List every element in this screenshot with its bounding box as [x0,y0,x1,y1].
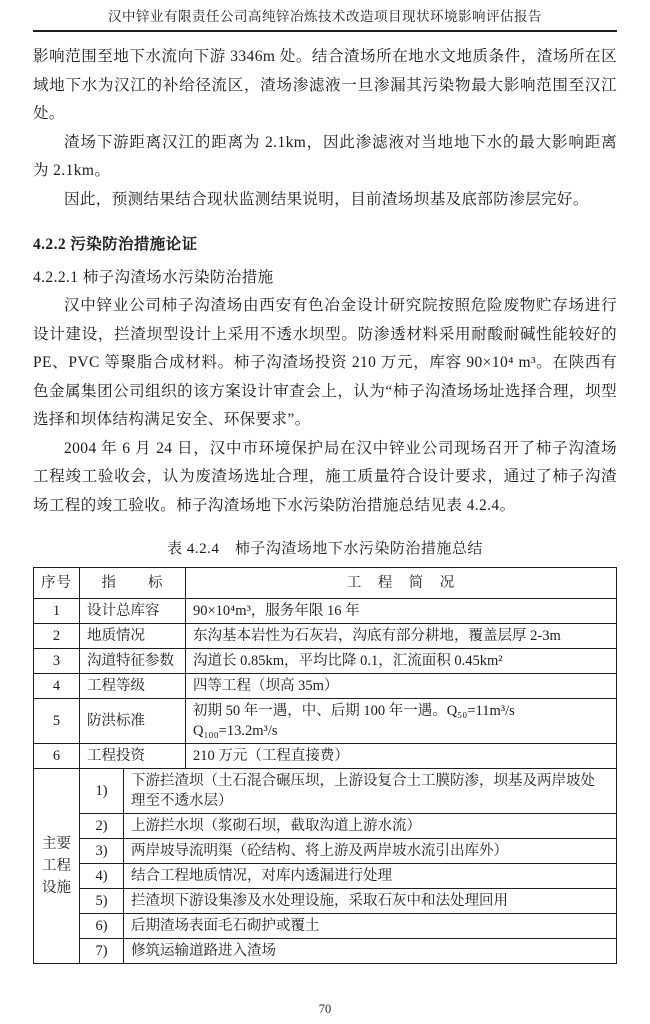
row-no-cell: 2 [34,624,80,649]
facility-desc-cell: 结合工程地质情况，对库内透漏进行处理 [124,864,617,889]
facility-no-cell: 7) [80,939,124,964]
row-summary-cell: 沟道长 0.85km，平均比降 0.1，汇流面积 0.45km² [186,649,617,674]
row-indicator-cell: 地质情况 [80,624,186,649]
table-caption: 表 4.2.4 柿子沟渣场地下水污染防治措施总结 [167,541,483,557]
facility-no-cell: 3) [80,839,124,864]
report-title: 汉中锌业有限责任公司高纯锌冶炼技术改造项目现状环境影响评估报告 [108,9,542,24]
page-number: 70 [318,1002,332,1016]
table-row [34,744,617,769]
table-row [34,624,617,649]
facility-row [34,839,617,864]
facility-no-cell: 4) [80,864,124,889]
section-heading-4-2-2-1: 4.2.2.1 柿子沟渣场水污染防治措施 [33,269,274,286]
paragraph-impact-range: 影响范围至地下水流向下游 3346m 处。结合渣场所在地水文地质条件，渣场所在区域地下水为汉江的补给径流区，渣场渗滤液一旦渗漏其污染物最大影响范围至汉江处。 [33,48,617,122]
header-indicator-cell: 指 标 [80,568,186,599]
facilities-label-line: 设施 [42,880,71,896]
facility-no-cell: 5) [80,889,124,914]
page-body [33,43,617,964]
paragraph-design: 汉中锌业公司柿子沟渣场由西安有色冶金设计研究院按照危险废物贮存场进行设计建设，拦渣坝型设计上采用不透水坝型。防渗透材料采用耐酸耐碱性能较好的 PE、PVC 等聚脂合成材料。柿子沟渣场投资 210 万元，库容 90×10⁴ m³。在陕西有色金属集团公司组织的该方案设计审查会上，认为“柿子沟渣场场址选择合理，坝型选择和坝体结构满足安全、环保要求”。 [33,297,617,428]
row-no-cell: 4 [34,674,80,699]
row-no-cell: 1 [34,599,80,624]
facility-row [34,939,617,964]
facilities-label [34,769,80,964]
facility-no-cell: 2) [80,814,124,839]
facility-row [34,914,617,939]
row-no-cell: 3 [34,649,80,674]
measures-summary-table [33,567,617,964]
paragraph-acceptance: 2004 年 6 月 24 日，汉中市环境保护局在汉中锌业公司现场召开了柿子沟渣场工程竣工验收会，认为废渣场选址合理，施工质量符合设计要求，通过了柿子沟渣场工程的竣工验收。柿子沟渣场地下水污染防治措施总结见表 4.2.4。 [33,439,617,514]
row-no-cell: 5 [34,699,80,744]
facilities-label-line: 工程 [42,858,71,874]
row-indicator-cell: 设计总库容 [80,599,186,624]
running-header [33,5,617,32]
table-row [34,699,617,744]
row-indicator-cell: 防洪标准 [80,699,186,744]
facility-desc-cell: 修筑运输道路进入渣场 [124,939,617,964]
facility-no-cell: 1) [80,769,124,814]
table-header-row [34,568,617,599]
row-summary-cell: 东沟基本岩性为石灰岩，沟底有部分耕地，覆盖层厚 2-3m [186,624,617,649]
row-indicator-cell: 沟道特征参数 [80,649,186,674]
facility-row [34,864,617,889]
row-summary-cell: 210 万元（工程直接费） [186,744,617,769]
facility-row [34,769,617,814]
facility-desc-cell: 下游拦渣坝（土石混合碾压坝，上游设复合土工膜防渗，坝基及两岸坡处理至不透水层） [124,769,617,814]
table-row [34,599,617,624]
facility-desc-cell: 两岸坡导流明渠（砼结构、将上游及两岸坡水流引出库外） [124,839,617,864]
row-summary-cell: 初期 50 年一遇，中、后期 100 年一遇。Q₅₀=11m³/s Q₁₀₀=13.2m³/s [186,699,617,744]
table-row [34,674,617,699]
row-indicator-cell: 工程等级 [80,674,186,699]
paragraph-distance: 渣场下游距离汉江的距离为 2.1km，因此渗滤液对当地地下水的最大影响距离为 2.1km。 [33,133,617,179]
header-no-cell: 序号 [34,568,80,599]
facility-desc-cell: 上游拦水坝（浆砌石坝，截取沟道上游水流） [124,814,617,839]
section-heading-4-2-2: 4.2.2 污染防治措施论证 [33,236,198,253]
row-indicator-cell: 工程投资 [80,744,186,769]
facilities-label-line: 主要 [42,836,71,852]
paragraph-conclusion: 因此，预测结果结合现状监测结果说明，目前渣场坝基及底部防渗层完好。 [64,190,589,208]
header-summary-cell: 工 程 简 况 [186,568,617,599]
row-no-cell: 6 [34,744,80,769]
facility-desc-cell: 拦渣坝下游设集渗及水处理设施，采取石灰中和法处理回用 [124,889,617,914]
facility-desc-cell: 后期渣场表面毛石砌护或覆土 [124,914,617,939]
facility-no-cell: 6) [80,914,124,939]
facility-row [34,889,617,914]
row-summary-cell: 90×10⁴m³，服务年限 16 年 [186,599,617,624]
facility-row [34,814,617,839]
row-summary-cell: 四等工程（坝高 35m） [186,674,617,699]
table-row [34,649,617,674]
